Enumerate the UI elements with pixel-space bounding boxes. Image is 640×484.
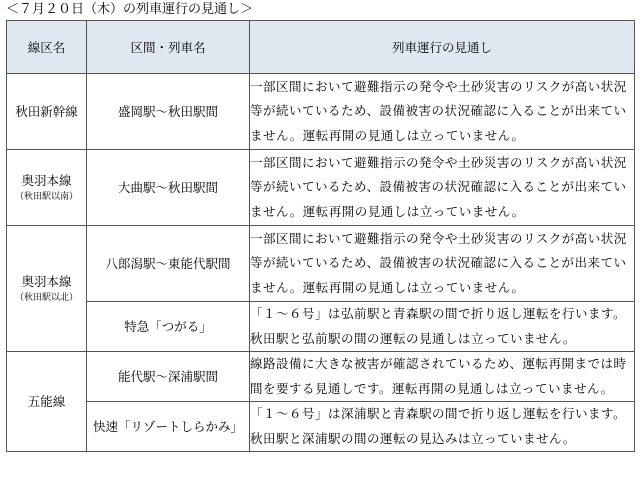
header-section-train: 区間・列車名	[87, 21, 250, 74]
line-name: 奥羽本線	[21, 273, 72, 289]
line-name-cell	[7, 226, 87, 352]
outlook-cell	[250, 226, 635, 302]
table-row	[7, 402, 635, 452]
line-name: 奥羽本線	[21, 172, 72, 188]
header-outlook: 列車運行の見通し	[250, 21, 635, 74]
line-name-note: （秋田駅以南）	[14, 191, 78, 202]
line-name-cell	[7, 352, 87, 452]
outlook-line: 等が続いているため、設備被害の状況確認に入ることが出来てい	[250, 179, 627, 195]
outlook-line: ません。運転再開の見通しは立っていません。	[250, 203, 525, 219]
outlook-line: 間を要する見通しです。運転再開の見通しは立っていません。	[250, 380, 614, 396]
outlook-line: ません。運転再開の見通しは立っていません。	[250, 279, 525, 295]
outlook-line: 等が続いているため、設備被害の状況確認に入ることが出来てい	[250, 103, 627, 119]
table-row	[7, 150, 635, 226]
section-cell: 快速「リゾートしらかみ」	[87, 402, 250, 452]
outlook-line: 一部区間において避難指示の発令や土砂災害のリスクが高い状況	[250, 230, 627, 246]
line-name-note: （秋田駅以北）	[14, 292, 78, 303]
outlook-line: 「１～６号」は深浦駅と青森駅の間で折り返し運転を行います。	[250, 406, 627, 421]
outlook-line: ません。運転再開の見通しは立っていません。	[250, 127, 525, 143]
outlook-cell	[250, 150, 635, 226]
outlook-cell	[250, 74, 635, 150]
table-row	[7, 74, 635, 150]
section-cell: 八郎潟駅～東能代駅間	[87, 226, 250, 302]
outlook-line: 一部区間において避難指示の発令や土砂災害のリスクが高い状況	[250, 78, 627, 94]
line-name-cell	[7, 150, 87, 226]
outlook-line: 秋田駅と弘前駅の間の運転の見通しは立っていません。	[250, 330, 576, 346]
service-outlook-table	[6, 20, 635, 452]
section-cell: 大曲駅～秋田駅間	[87, 150, 250, 226]
line-name: 五能線	[27, 393, 66, 409]
outlook-line: 線路設備に大きな被害が確認されているため、運転再開までは時	[250, 356, 627, 371]
outlook-line: 等が続いているため、設備被害の状況確認に入ることが出来てい	[250, 255, 627, 271]
section-cell: 能代駅～深浦駅間	[87, 352, 250, 402]
section-cell: 特急「つがる」	[87, 302, 250, 352]
outlook-cell	[250, 352, 635, 402]
page-title: ＜７月２０日（木）の列車運行の見通し＞	[6, 2, 254, 17]
line-name: 秋田新幹線	[15, 103, 78, 119]
outlook-line: 「１～６号」は弘前駅と青森駅の間で折り返し運転を行います。	[250, 306, 627, 321]
outlook-line: 一部区間において避難指示の発令や土砂災害のリスクが高い状況	[250, 154, 627, 170]
table-header-row	[7, 21, 635, 74]
table-row	[7, 226, 635, 302]
header-line-name: 線区名	[7, 21, 87, 74]
table-row	[7, 302, 635, 352]
section-cell: 盛岡駅～秋田駅間	[87, 74, 250, 150]
table-row	[7, 352, 635, 402]
line-name-cell	[7, 74, 87, 150]
outlook-cell	[250, 402, 635, 452]
outlook-cell	[250, 302, 635, 352]
outlook-line: 秋田駅と深浦駅の間の運転の見込みは立っていません。	[250, 430, 576, 446]
